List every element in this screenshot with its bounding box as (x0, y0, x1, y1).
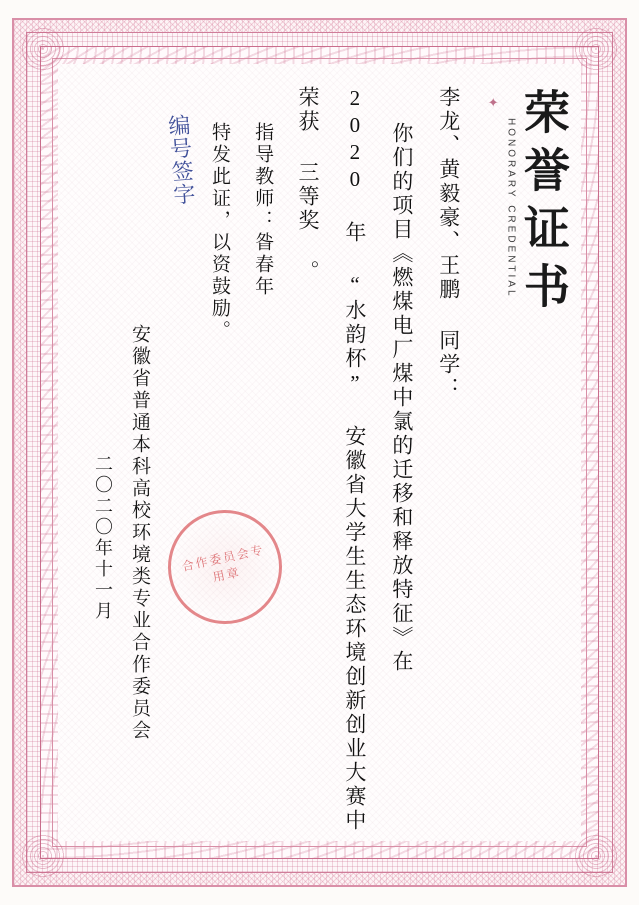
certificate-content (58, 64, 581, 841)
advisor-line: 指导教师：昝春年 (252, 122, 274, 298)
closing-line: 特发此证，以资鼓励。 (209, 122, 231, 342)
body-line-3: 荣获 三等奖 。 (296, 86, 321, 284)
body-line-1: 你们的项目《燃煤电厂煤中氯的迁移和释放特征》在 (389, 122, 414, 674)
certificate-title: 荣誉证书 (518, 88, 569, 320)
body-line-2: 2020 年 “水韵杯” 安徽省大学生生态环境创新创业大赛中 (342, 86, 367, 833)
seal-text: 合作委员会专用章 (180, 542, 266, 585)
issuer-block (80, 74, 153, 742)
recipients-line: 李龙、黄毅豪、王鹏 同学： (436, 86, 461, 401)
handwritten-note: 编号签字 (164, 113, 196, 207)
title-flourish-ornament: ✦ (486, 96, 502, 111)
issuing-organization: 安徽省普通本科高校环境类专业合作委员会 (128, 324, 150, 742)
issue-date: 二〇二〇年十一月 (92, 454, 113, 622)
title-block (486, 74, 567, 320)
body-block (157, 74, 468, 833)
certificate-subtitle: HONORARY CREDENTIAL (505, 118, 517, 299)
